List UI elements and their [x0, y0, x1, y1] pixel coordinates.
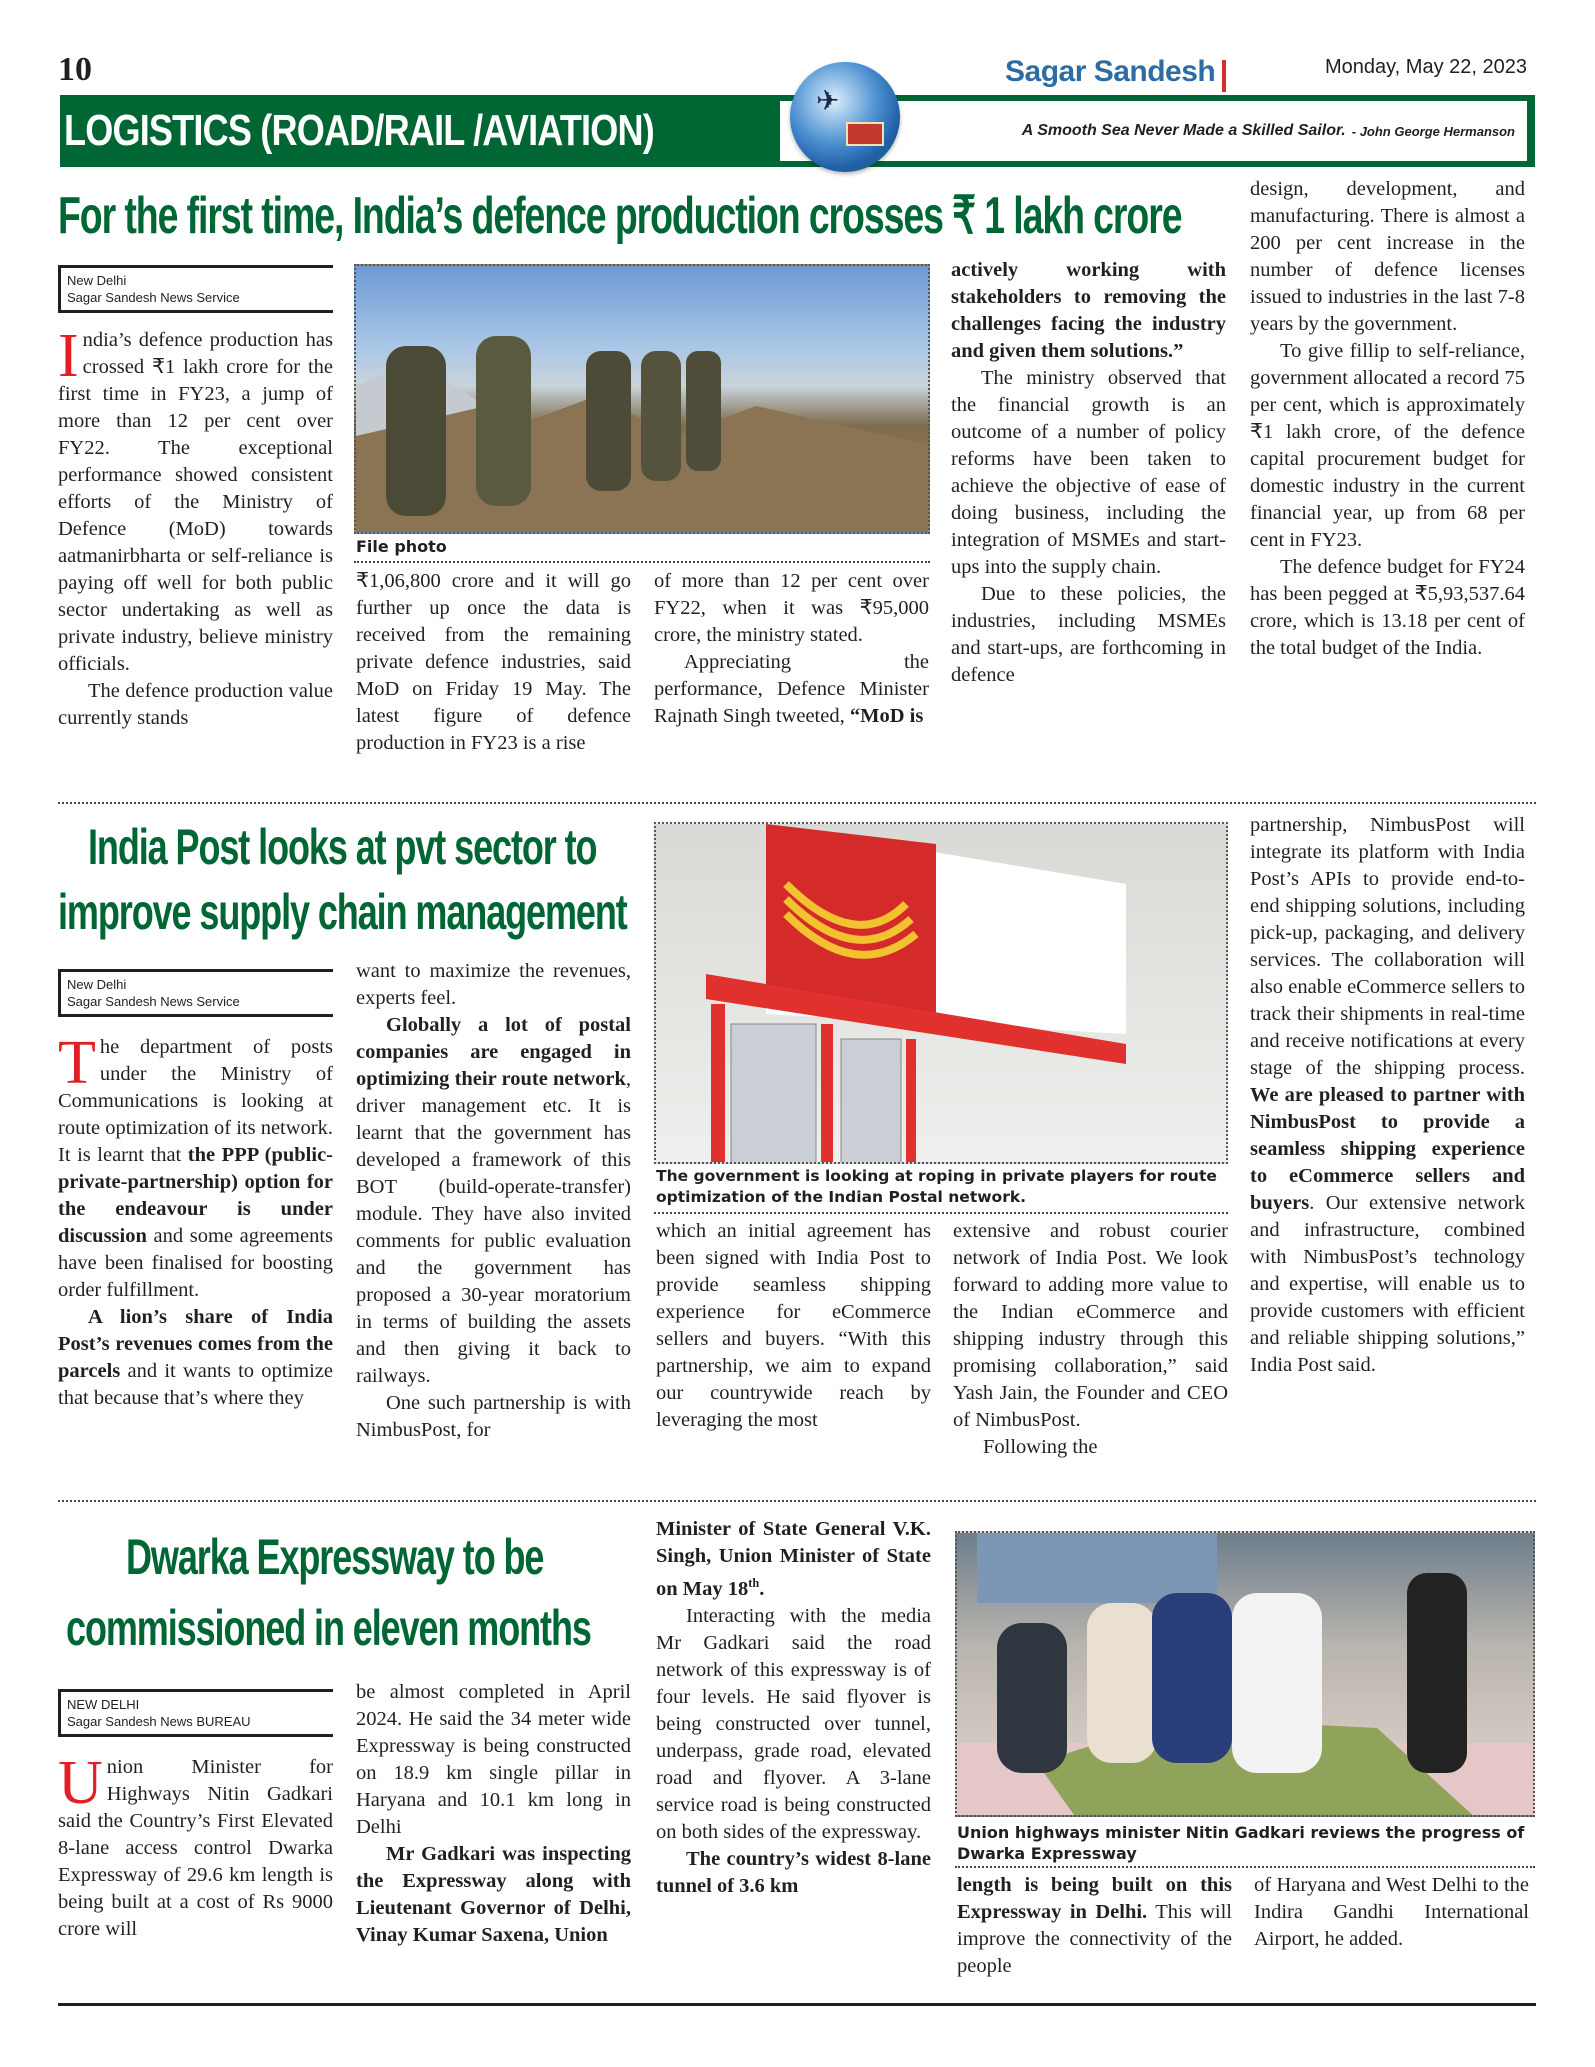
paragraph: The country’s widest 8-lane tunnel of 3.6 km: [656, 1847, 931, 1897]
paragraph: Appreciating the performance, Defence Minister Rajnath Singh tweeted, “MoD is: [654, 651, 929, 727]
paragraph: of Haryana and West Delhi to the Indira Gandhi International Airport, he added.: [1254, 1874, 1529, 1950]
article2-col3: [656, 1218, 931, 1434]
article1-headline[interactable]: For the first time, India’s defence production crosses ₹ 1 lakh crore: [58, 187, 1182, 245]
post-office-photo-illustration: [656, 824, 1228, 1164]
paragraph: ndia’s defence production has crossed ₹1 lakh crore for the first time in FY23, a jump of more than 12 per cent over FY22. The exceptional performance showed consistent efforts of the Ministry of Defence (MoD) towards aatmanirbharta or self-reliance is paying off well for both public sector undertaking as well as private industry, believe ministry officials.: [58, 329, 333, 675]
article2-photo-caption: The government is looking at roping in private players for route optimization of the Indian Postal network.: [656, 1167, 1217, 1206]
article3-col3: [656, 1516, 931, 1900]
paragraph: Interacting with the media Mr Gadkari said the road network of this expressway is of four levels. He said flyover is being constructed over tunnel, underpass, grade road, elevated road and flyover. A 3-lane service road is being constructed on both sides of the expressway.: [656, 1604, 931, 1843]
paragraph: To give fillip to self-reliance, government allocated a record 75 per cent, which is approximately ₹1 lakh crore, of the defence capital procurement budget for domestic industry in the current financial year, up from 68 per cent in FY23.: [1250, 340, 1525, 551]
article2-col5: [1250, 812, 1525, 1379]
byline-place: New Delhi: [67, 273, 127, 288]
airplane-icon: ✈: [816, 86, 840, 117]
article3-col5: [1254, 1872, 1529, 1953]
paragraph: be almost completed in April 2024. He said the 34 meter wide Expressway is being constructed on 18.9 km single pillar in Haryana and 10.1 km long in Delhi: [356, 1681, 631, 1838]
article1-photo[interactable]: [354, 264, 930, 534]
paragraph: ₹1,06,800 crore and it will go further up once the data is received from the remaining private defence industries, said MoD on Friday 19 May. The latest figure of defence production in FY23 is a rise: [356, 570, 631, 754]
paragraph: The ministry observed that the financial growth is an outcome of a number of policy reforms have been taken to achieve the objective of ease of doing business, including the integration of MSMEs and start-ups into the supply chain.: [951, 367, 1226, 578]
paragraph: One such partnership is with NimbusPost, for: [356, 1392, 631, 1441]
article1-col4: [951, 257, 1226, 689]
paragraph: The defence production value currently stands: [58, 680, 333, 729]
article1-byline: [58, 265, 333, 313]
paragraph: Mr Gadkari was inspecting the Expressway along with Lieutenant Governor of Delhi, Vinay Kumar Saxena, Union: [356, 1843, 631, 1946]
caption-divider: [654, 1212, 1228, 1214]
byline-place: NEW DELHI: [67, 1697, 140, 1712]
paragraph: he department of posts under the Ministry of Communications is looking at route optimization of its network. It is learnt that the PPP (public-private-partnership) option for the endeavour is under discussion and some agreements have been finalised for boosting order fulfillment.: [58, 1036, 334, 1301]
article2-headline-line2[interactable]: improve supply chain management: [58, 884, 627, 940]
paragraph: A lion’s share of India Post’s revenues comes from the parcels and it wants to optimize that because that’s where they: [58, 1306, 333, 1409]
article3-col1: [58, 1749, 333, 1943]
dropcap: T: [58, 1029, 96, 1097]
quote-text: A Smooth Sea Never Made a Skilled Sailor.: [1021, 122, 1346, 139]
section-divider: [58, 1500, 1536, 1502]
article2-photo[interactable]: [654, 822, 1228, 1164]
article3-photo[interactable]: [955, 1531, 1535, 1817]
paragraph: Globally a lot of postal companies are engaged in optimizing their route network, driver management etc. It is learnt that the government has developed a framework of this BOT (build-operate-transfer) module. They have also invited comments for public evaluation and the government has proposed a 30-year moratorium in terms of building the assets and then giving it back to railways.: [356, 1014, 631, 1387]
byline-agency: Sagar Sandesh News BUREAU: [67, 1714, 251, 1729]
brand-divider: [1222, 60, 1226, 92]
article1-col2: [356, 568, 631, 757]
paragraph: Due to these policies, the industries, including MSMEs and start-ups, are forthcoming in defence: [951, 583, 1226, 686]
article3-headline-line1[interactable]: Dwarka Expressway to be: [126, 1529, 544, 1585]
byline-agency: Sagar Sandesh News Service: [67, 290, 240, 305]
paragraph: extensive and robust courier network of India Post. We look forward to adding more value to the Indian eCommerce and shipping industry through this promising collaboration,” said Yash Jain, the Founder and CEO of NimbusPost.: [953, 1220, 1228, 1431]
article2-byline: [58, 969, 333, 1017]
paragraph: partnership, NimbusPost will integrate its platform with India Post’s APIs to provide end-to-end shipping solutions, including pick-up, packaging, and delivery services. The collaboration will also enable eCommerce sellers to track their shipments in real-time and receive notifications at every stage of the shipping process. We are pleased to partner with NimbusPost to provide a seamless shipping experience to eCommerce sellers and buyers. Our extensive network and infrastructure, combined with NimbusPost’s technology and expertise, will enable us to provide customers with efficient and reliable shipping solutions,” India Post said.: [1250, 814, 1525, 1376]
article2-col1: [58, 1029, 334, 1412]
paragraph: design, development, and manufacturing. There is almost a 200 per cent increase in the number of defence licenses issued to industries in the last 7-8 years by the government.: [1250, 178, 1525, 335]
paragraph: The defence budget for FY24 has been pegged at ₹5,93,537.64 crore, which is 13.18 per cent of the total budget of the India.: [1250, 556, 1525, 659]
article2-col4: [953, 1218, 1228, 1461]
truck-icon: [846, 122, 884, 146]
article3-col2: [356, 1679, 631, 1949]
globe-transport-icon: [790, 62, 900, 172]
issue-date: Monday, May 22, 2023: [1325, 56, 1527, 78]
brand-logo[interactable]: Sagar Sandesh: [1005, 55, 1216, 88]
article1-col3: [654, 568, 929, 730]
paragraph: length is being built on this Expressway in Delhi. This will improve the connectivity of the people: [957, 1874, 1232, 1977]
page-number: 10: [58, 51, 92, 88]
article1-col5: [1250, 176, 1525, 662]
section-divider: [58, 802, 1536, 804]
article3-headline-line2[interactable]: commissioned in eleven months: [66, 1600, 591, 1656]
paragraph: Following the: [983, 1436, 1098, 1458]
article3-photo-caption: Union highways minister Nitin Gadkari reviews the progress of Dwarka Expressway: [957, 1823, 1525, 1863]
paragraph: of more than 12 per cent over FY22, when it was ₹95,000 crore, the ministry stated.: [654, 570, 929, 646]
article3-byline: [58, 1689, 333, 1737]
caption-divider: [354, 561, 930, 563]
paragraph: nion Minister for Highways Nitin Gadkari said the Country’s First Elevated 8-lane access control Dwarka Expressway of 29.6 km length is being built at a cost of Rs 9000 crore will: [58, 1756, 333, 1940]
byline-agency: Sagar Sandesh News Service: [67, 994, 240, 1009]
article1-photo-caption: File photo: [356, 537, 447, 556]
article3-col4: [957, 1872, 1232, 1980]
paragraph: actively working with stakeholders to removing the challenges facing the industry and given them solutions.”: [951, 259, 1226, 362]
article2-headline-line1[interactable]: India Post looks at pvt sector to: [88, 819, 597, 875]
paragraph: want to maximize the revenues, experts feel.: [356, 960, 631, 1009]
byline-place: New Delhi: [67, 977, 127, 992]
paragraph: which an initial agreement has been signed with India Post to provide seamless shipping experience for eCommerce sellers and buyers. “With this partnership, we aim to expand our countrywide reach by leveraging the most: [656, 1220, 931, 1431]
quote-author: - John George Hermanson: [1351, 123, 1515, 139]
section-title: LOGISTICS (ROAD/RAIL /AVIATION): [60, 95, 780, 167]
paragraph: Minister of State General V.K. Singh, Union Minister of State on May 18th.: [656, 1518, 931, 1600]
expressway-review-photo-illustration: [957, 1533, 1535, 1817]
article1-col1: [58, 322, 333, 732]
dropcap: I: [58, 322, 79, 390]
soldiers-photo-illustration: [356, 266, 930, 534]
dropcap: U: [58, 1749, 103, 1817]
caption-divider: [955, 1866, 1535, 1868]
article2-col2: [356, 958, 631, 1444]
page-bottom-rule: [58, 2003, 1536, 2006]
